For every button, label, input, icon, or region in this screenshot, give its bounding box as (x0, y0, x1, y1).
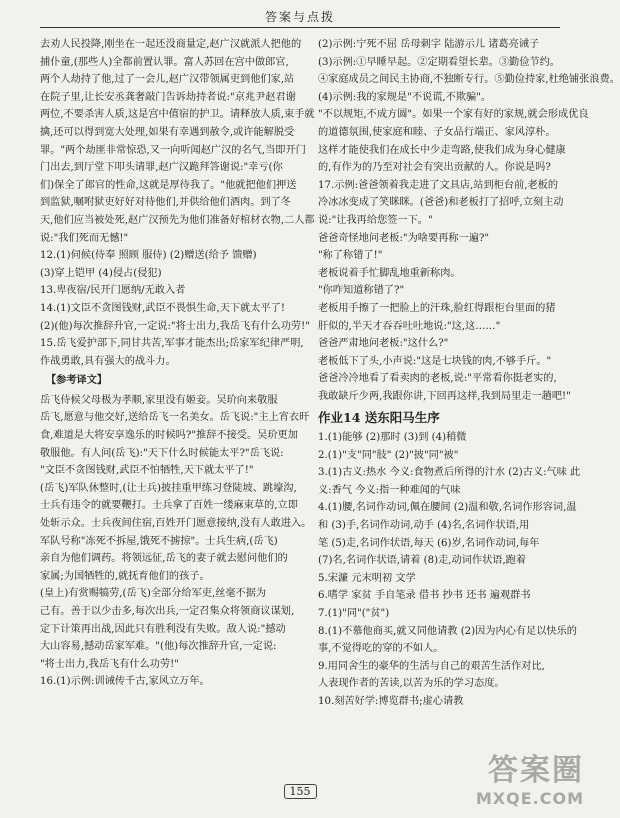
right-column-line: (4)示例:我的家规是"不说谎,不欺骗"。 (318, 91, 492, 103)
left-column-line: 亲自为他们调药。将领远征,岳飞的妻子就去慰问他们的 (40, 553, 288, 565)
left-column-line: 14.(1)文臣不贪图钱财,武臣不畏惧生命,天下就太平了! (40, 302, 285, 314)
right-column-line: 5.宋濂 元末明初 文学 (318, 572, 416, 584)
right-column-line: 我敢缺斤少两,我跟你讲,下回再这样,我到局里走一趟吧!" (318, 390, 571, 402)
left-column-line: 们)保全了郎官的性命,这就是厚待我了。"他就把他们押送 (40, 179, 297, 191)
left-column-line: 12.(1)伺候(侍奉 照顾 服侍) (2)赠送(给予 馈赠) (40, 250, 257, 262)
left-column-line: (3)穿上铠甲 (4)侵占(侵犯) (40, 267, 162, 279)
right-column-line: 3.(1)古义:热水 今义:食物煮后所得的汁水 (2)古义:气味 此 (318, 467, 581, 479)
right-column-line: 肝似的,半天才吞吞吐吐地说:"这,这……" (318, 320, 501, 332)
header-rule (40, 27, 560, 28)
right-column-line: 7.(1)"同"("贫") (318, 608, 390, 619)
left-column-line: 说:"我们死而无憾!" (40, 232, 129, 244)
left-column-line: 岳飞侍候父母极为孝顺,家里没有姬妾。吴玠向来敬服 (40, 394, 278, 406)
right-column-line: 爸爸严肃地问老板:"这什么?" (318, 338, 449, 350)
page-header (0, 0, 600, 30)
right-column-line: "你咋知道称错了?" (318, 285, 405, 297)
left-column-line: 大山容易,撼动岳家军难。"(他)每次推辞升官,一定说: (40, 641, 277, 653)
right-column-line: 17.示例:爸爸领着我走进了文具店,站到柜台前,老板的 (318, 179, 559, 191)
left-column-line: 敬服他。有人问(岳飞):"天下什么时候能太平?"岳飞说: (40, 447, 284, 459)
right-column-line: 和 (3)手,名词作动词,动手 (4)名,名词作状语,用 (318, 520, 530, 532)
left-column-line: 士兵有违令的就要鞭打。士兵拿了百姓一缕麻束草的,立即 (40, 500, 298, 512)
left-column-line: 捕仆童,(那些人)全都前置认罪。富人苏回在宫中做郎官, (40, 56, 289, 68)
left-column-line: 岳飞,愿意与他交好,送给岳飞一名美女。岳飞说:"主上宵衣旰 (40, 412, 310, 424)
right-column-line: 事,不觉得吃的穿的不如人。 (318, 643, 444, 655)
right-column-line: 冷冰冰变成了笑眯眯。(爸爸)和老板打了招呼,立刻主动 (318, 197, 564, 209)
left-column-line: 门出去,到厅堂下叩头请罪,赵广汉跪拜答谢说:"幸亏(你 (40, 162, 283, 174)
right-column-line: 老板用手擦了一把脸上的汗珠,脸红得跟柜台里面的猪 (318, 302, 556, 314)
right-column-line: ④家庭成员之间民主协商,不独断专行。⑤勤俭持家,杜绝铺张浪费。 (318, 74, 620, 86)
right-column-line: 笔 (5)走,名词作状语,每天 (6)岁,名词作动词,每年 (318, 537, 540, 549)
left-column-line: (岳飞)军队休整时,(让士兵)披挂重甲练习登陡坡、跳壕沟, (40, 482, 297, 494)
right-column-line: 2.(1)"支"同"肢" (2)"披"同"被" (318, 449, 459, 461)
left-column-line: (皇上)有赏赐犒劳,(岳飞)全部分给军吏,丝毫不据为 (40, 588, 267, 600)
right-column-line: 10.刻苦好学:博览群书;虚心请教 (318, 695, 464, 707)
left-column-line: 罪。"两个劫匪非常惊恐,又一向听闻赵广汉的名气,当即开门 (40, 144, 306, 156)
page-number: 155 (284, 784, 317, 799)
left-column-line: 擒,还可以得到宽大处理,如果有幸遇到赦令,或许能解脱受 (40, 126, 295, 138)
watermark-logo (476, 745, 584, 808)
left-column-line: 军队号称"冻死不拆屋,饿死不掳掠"。士兵生病,(岳飞) (40, 535, 278, 547)
header-title: 答案与点拨 (264, 10, 335, 24)
right-column-line: 4.(1)腰,名词作动词,佩在腰间 (2)温和敬,名词作形容词,温 (318, 502, 577, 514)
right-column-line: 说:"让我再给您签一下。" (318, 214, 433, 226)
right-column-line: 爸爸奇怪地问老板:"为啥要再称一遍?" (318, 232, 490, 244)
left-column-line: 己有。善于以少击多,每次出兵,一定召集众将领商议谋划, (40, 606, 295, 617)
right-column (318, 36, 620, 711)
right-column-line: 老板低下了头,小声说:"这是七块钱的肉,不够手斤。" (318, 355, 552, 367)
left-column-line: 16.(1)示例:训诫传千古,家风立万年。 (40, 676, 210, 688)
right-column-line: "不以规矩,不成方圆"。如果一个家有好的家规,就会形成优良 (318, 109, 589, 121)
left-column-line: 天,他们应当被处死,赵广汉预先为他们准备好棺材衣物,二人都 (40, 214, 315, 226)
right-column-line: "称了称错了!" (318, 250, 383, 262)
left-column-line: 【参考译文】 (46, 374, 108, 387)
left-column-line: 到监狱,嘱咐狱吏好好对待他们,并供给他们酒肉。到了冬 (40, 197, 291, 209)
watermark-text-cn: 答案圈 (488, 753, 584, 788)
watermark-text-en: MXQE.COM (475, 789, 584, 808)
left-column-line: 食,难道是大将安享逸乐的时候吗?"推辞不接受。吴玠更加 (40, 430, 298, 442)
left-column (40, 36, 315, 691)
right-column-line: 的道德氛围,使家庭和睦、子女品行端正、家风淳朴。 (318, 126, 556, 138)
left-column-line: 13.卑夜宿/民开门愿纳/无敢入者 (40, 285, 186, 297)
left-column-line: 两位,不要杀害人质,这是宫中值宿的护卫。请释放人质,束手就 (40, 109, 315, 121)
left-column-line: 在院子里,让长安丞龚奢敲门告诉劫持者说:"京兆尹赵君谢 (40, 91, 296, 103)
left-column-line: 作战勇敢,具有强大的战斗力。 (40, 355, 176, 367)
left-column-line: 两个人劫持了他,过了一会儿,赵广汉带领属吏到他们家,站 (40, 74, 295, 86)
left-column-line: (2)(他)每次推辞升官,一定说:"将士出力,我岳飞有什么功劳!" (40, 320, 310, 332)
right-column-line: 9.用同舍生的豪华的生活与自己的艰苦生活作对比, (318, 660, 545, 672)
left-column-line: 处斩示众。士兵夜间住宿,百姓开门愿意接纳,没有人敢进入。 (40, 518, 312, 530)
right-column-line: 老板说着手忙脚乱地重新称肉。 (318, 267, 461, 279)
left-column-line: 家属;为国牺牲的,就抚育他们的孩子。 (40, 570, 210, 582)
left-column-line: 去劝人民投降,刚坐在一起还没商量定,赵广汉就派人把他的 (40, 39, 302, 50)
right-column-line: 爸爸冷冷地看了看卖肉的老板,说:"平常看你挺老实的, (318, 373, 557, 385)
left-column-line: 15.岳飞爱护部下,同甘共苦,军事才能杰出;岳家军纪律严明, (40, 338, 304, 350)
right-column-line: 这样才能使我们在成长中少走弯路,使我们成为身心健康 (318, 144, 566, 156)
left-column-line: "文臣不贪图钱财,武臣不怕牺牲,天下就太平了!" (40, 465, 254, 477)
right-column-line: 义:香气 今义:指一种难闻的气味 (318, 484, 461, 496)
right-column-line: (7)名,名词作状语,请着 (8)走,动词作状语,跑着 (318, 555, 527, 567)
right-column-line: 8.(1)不慕他商买,就又同他请教 (2)因为内心有足以快乐的 (318, 625, 577, 637)
right-column-line: (2)示例:宁死不屈 岳母刺字 陆游示儿 诸葛亮诫子 (318, 39, 540, 50)
right-column-line: 1.(1)能够 (2)那时 (3)到 (4)稍微 (318, 432, 467, 444)
right-column-line: 作业14 送东阳马生序 (318, 410, 440, 426)
right-column-line: 6.嗜学 家贫 手自笔录 借书 抄书 还书 遍观群书 (318, 590, 531, 602)
right-column-line: 人表现作者的苦读,以苦为乐的学习态度。 (318, 678, 505, 690)
right-column-line: (3)示例:①早睡早起。②定期看望长辈。③勤俭节约。 (318, 56, 560, 68)
right-column-line: 的,有作为的乃至对社会有突出贡献的人。你说是吗? (318, 162, 551, 174)
left-column-line: "将士出力,我岳飞有什么功劳!" (40, 658, 179, 670)
left-column-line: 定下计策再出战,因此只有胜利没有失败。敌人说:"撼动 (40, 623, 286, 635)
